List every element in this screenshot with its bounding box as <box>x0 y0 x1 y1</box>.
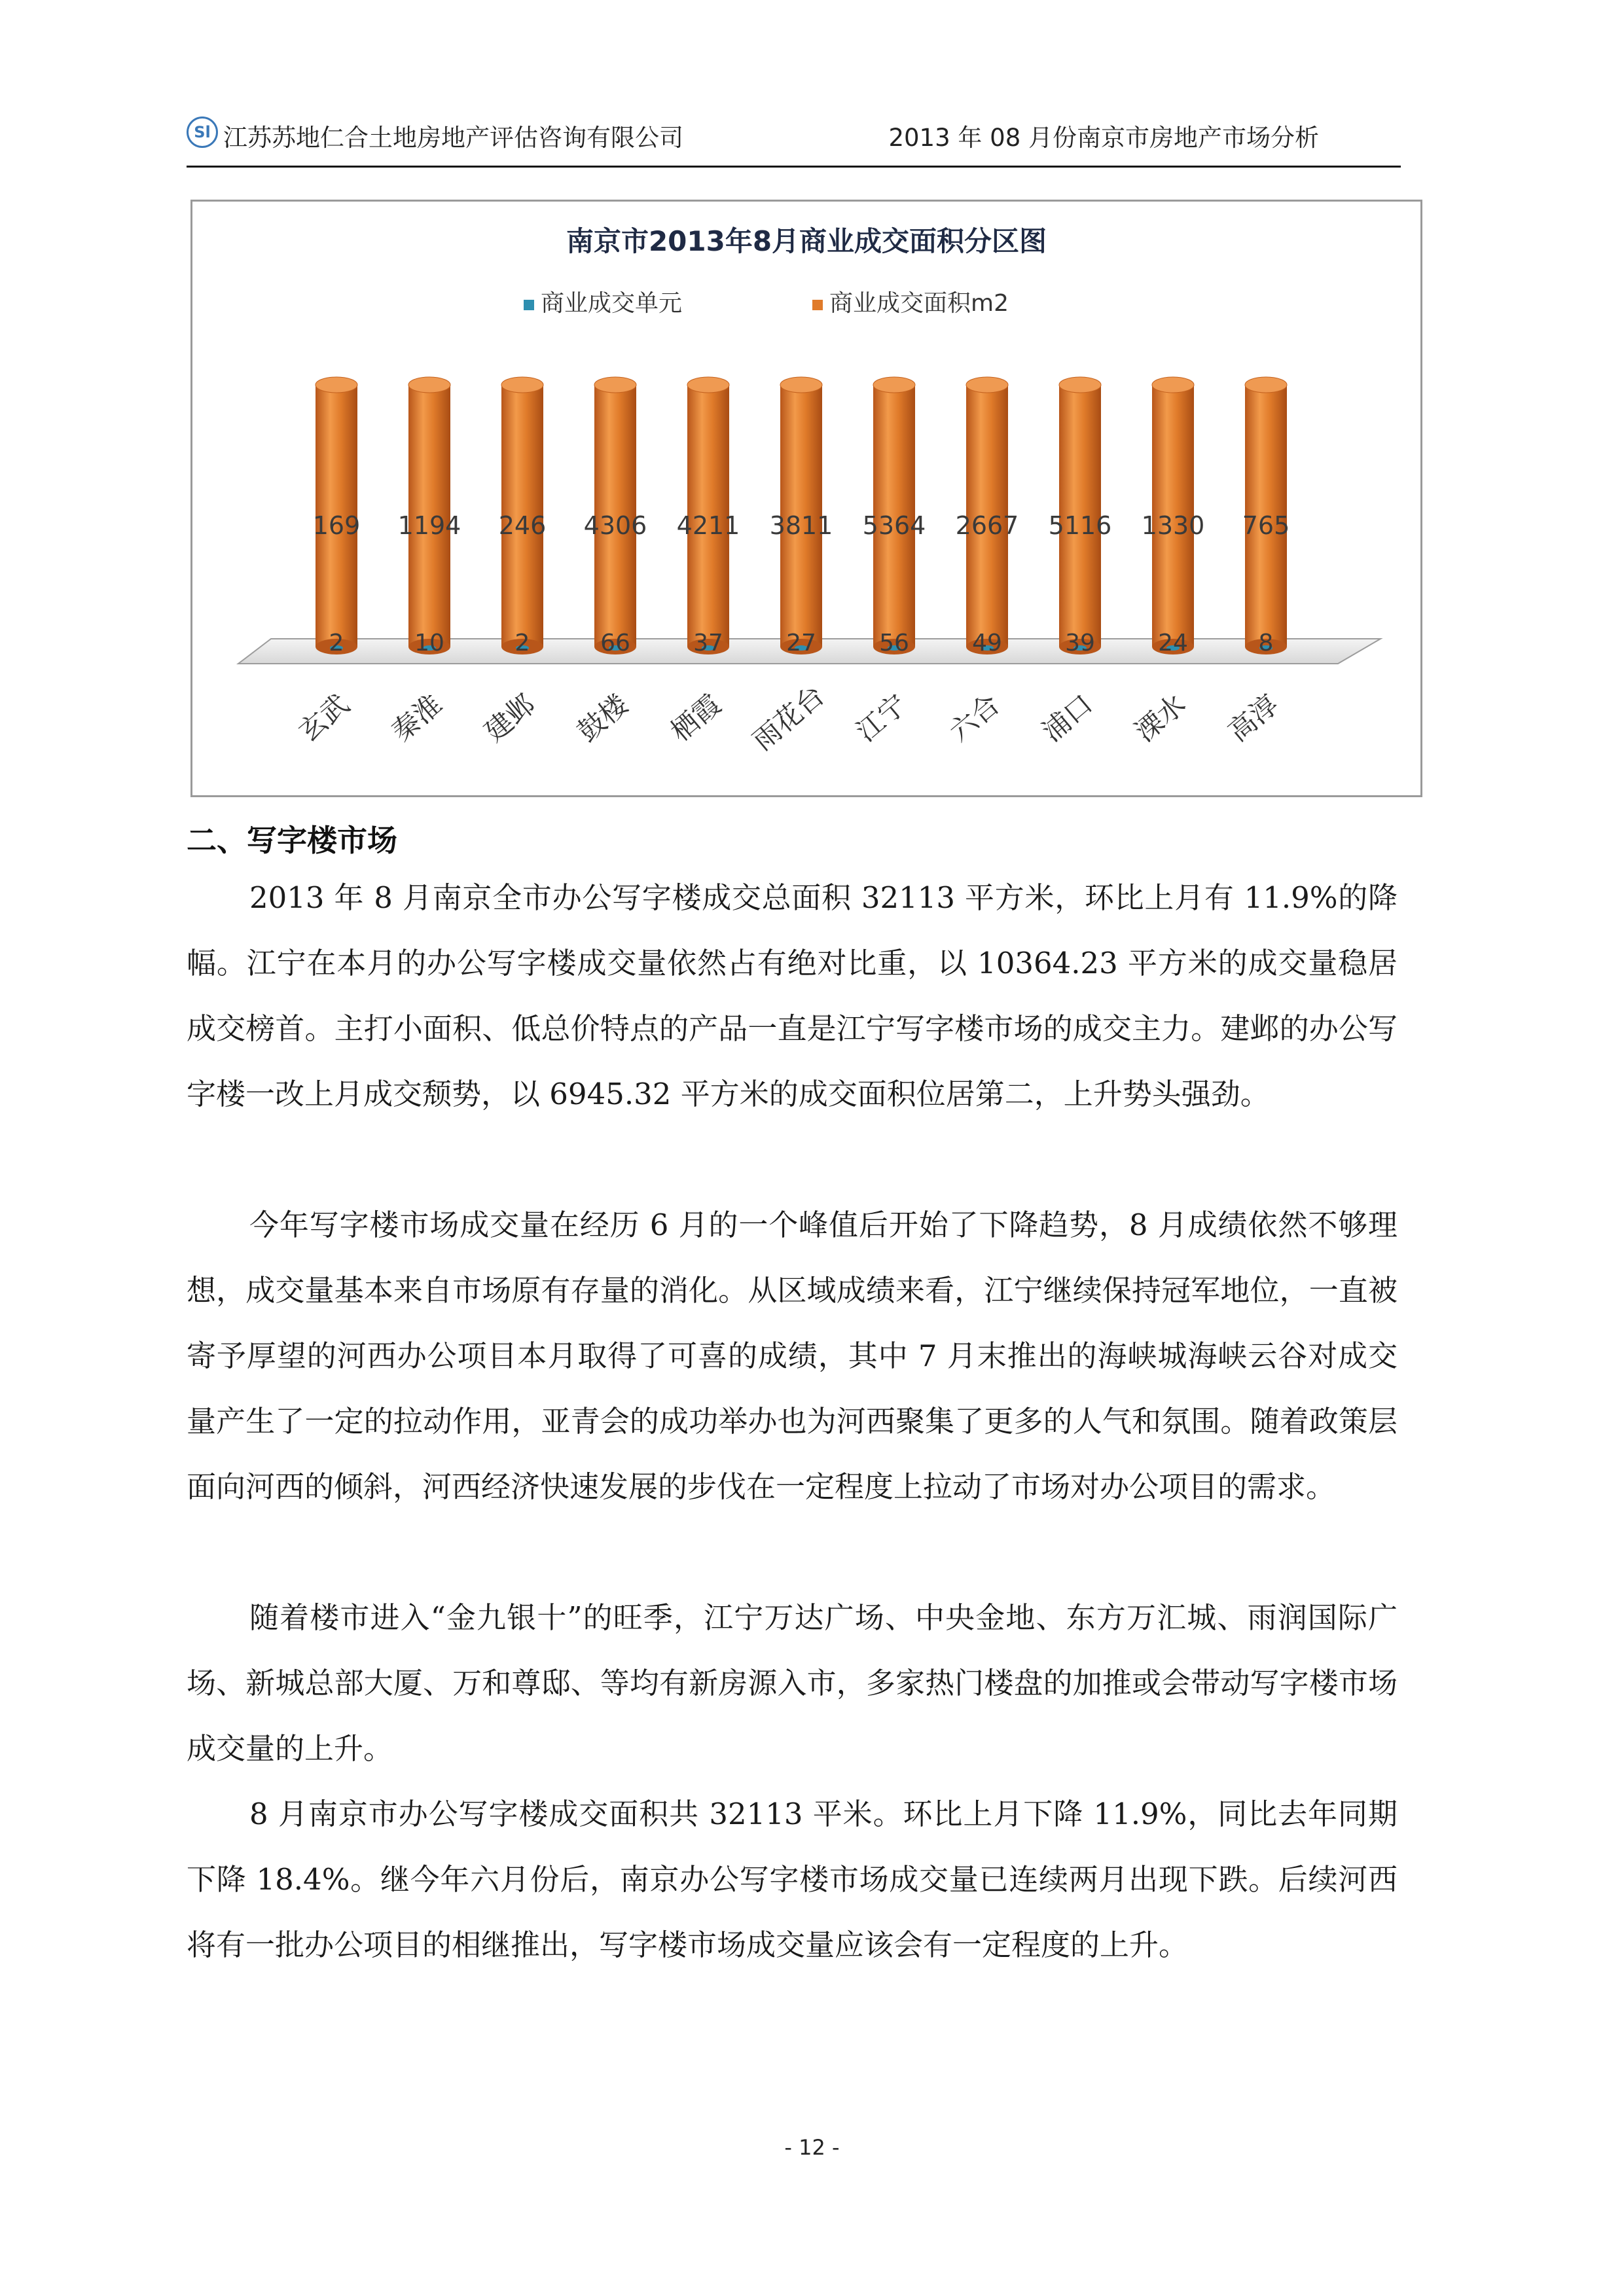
bar-area-top <box>966 377 1008 393</box>
data-label-units: 10 <box>414 630 444 656</box>
data-label-area: 5116 <box>1048 511 1112 540</box>
data-label-units: 8 <box>1258 630 1274 656</box>
bar-area-top <box>687 377 729 393</box>
legend-swatch-units <box>524 300 534 310</box>
category-label: 江宁 <box>850 688 913 748</box>
paragraph-3: 随着楼市进入“金九银十”的旺季，江宁万达广场、中央金地、东方万汇城、雨润国际广场、新城总部大厦、万和尊邸、等均有新房源入市，多家热门楼盘的加推或会带动写字楼市场成交量的上升。 <box>187 1600 1398 1766</box>
paragraph-2: 今年写字楼市场成交量在经历 6 月的一个峰值后开始了下降趋势，8 月成绩依然不够理想，成交量基本来自市场原有存量的消化。从区域成绩来看，江宁继续保持冠军地位，一直被寄予厚望的河西办公项目本月取得了可喜的成绩，其中 7 月末推出的海峡城海峡云谷对成交量产生了一定的拉动作用，亚青会的成功举办也为河西聚集了更多的人气和氛围。随着政策层面向河西的倾斜，河西经济快速发展的步伐在一定程度上拉动了市场对办公项目的需求。 <box>187 1208 1398 1504</box>
section-heading: 二、写字楼市场 <box>187 823 397 858</box>
data-label-units: 56 <box>879 630 909 656</box>
category-label: 鼓楼 <box>571 688 634 748</box>
company-name: 江苏苏地仁合土地房地产评估咨询有限公司 <box>223 124 683 152</box>
data-label-units: 37 <box>693 630 723 656</box>
data-label-units: 24 <box>1158 630 1188 656</box>
report-title: 2013 年 08 月份南京市房地产市场分析 <box>888 124 1319 152</box>
data-label-units: 49 <box>972 630 1002 656</box>
chart-canvas <box>192 202 1420 795</box>
legend-label-units: 商业成交单元 <box>541 290 683 317</box>
data-label-area: 1330 <box>1141 511 1205 540</box>
bar-area-top <box>1245 377 1287 393</box>
data-label-units: 27 <box>786 630 816 656</box>
category-label: 秦淮 <box>385 688 448 748</box>
data-label-area: 3811 <box>769 511 833 540</box>
legend-swatch-area <box>812 300 823 310</box>
data-label-area: 765 <box>1242 511 1290 540</box>
data-label-area: 4211 <box>676 511 740 540</box>
category-label: 溧水 <box>1128 688 1192 748</box>
category-label: 雨花台 <box>746 679 831 757</box>
commercial-area-chart <box>190 200 1422 797</box>
data-label-units: 39 <box>1065 630 1095 656</box>
chart-title: 南京市2013年8月商业成交面积分区图 <box>566 225 1047 257</box>
page-number: - 12 - <box>784 2135 840 2160</box>
bar-area-top <box>408 377 450 393</box>
company-logo-icon: Sl <box>187 117 218 148</box>
bar-area-top <box>780 377 822 393</box>
data-label-units: 2 <box>514 630 530 656</box>
bar-area-top <box>1152 377 1194 393</box>
chart-legend <box>524 290 1009 317</box>
bar-area-top <box>316 377 357 393</box>
data-label-area: 169 <box>312 511 361 540</box>
bar-area-top <box>501 377 543 393</box>
data-label-area: 1194 <box>397 511 461 540</box>
page-header <box>187 111 1401 164</box>
data-label-area: 5364 <box>862 511 926 540</box>
paragraph-1: 2013 年 8 月南京全市办公写字楼成交总面积 32113 平方米，环比上月有 11.9%的降幅。江宁在本月的办公写字楼成交量依然占有绝对比重，以 10364.23 平方米的成交量稳居成交榜首。主打小面积、低总价特点的产品一直是江宁写字楼市场的成交主力。建邺的办公写字楼一改上月成交颓势，以 6945.32 平方米的成交面积位居第二，上升势头强劲。 <box>187 880 1398 1111</box>
data-label-area: 246 <box>498 511 547 540</box>
data-label-units: 66 <box>600 630 630 656</box>
category-label: 浦口 <box>1036 688 1099 748</box>
data-label-area: 4306 <box>583 511 647 540</box>
header-divider <box>187 166 1401 168</box>
data-label-area: 2667 <box>955 511 1019 540</box>
data-label-units: 2 <box>329 630 344 656</box>
bar-area-top <box>1059 377 1101 393</box>
category-label: 高淳 <box>1221 688 1285 748</box>
legend-label-area: 商业成交面积m2 <box>829 290 1009 317</box>
bar-area-top <box>594 377 636 393</box>
paragraph-4: 8 月南京市办公写字楼成交面积共 32113 平米。环比上月下降 11.9%，同比去年同期下降 18.4%。继今年六月份后，南京办公写字楼市场成交量已连续两月出现下跌。后续河西将有一批办公项目的相继推出，写字楼市场成交量应该会有一定程度的上升。 <box>187 1797 1398 1962</box>
category-label: 栖霞 <box>664 688 727 748</box>
bar-area-top <box>873 377 915 393</box>
category-label: 玄武 <box>292 688 355 748</box>
category-label: 六合 <box>943 688 1006 748</box>
category-label: 建邺 <box>478 688 541 748</box>
